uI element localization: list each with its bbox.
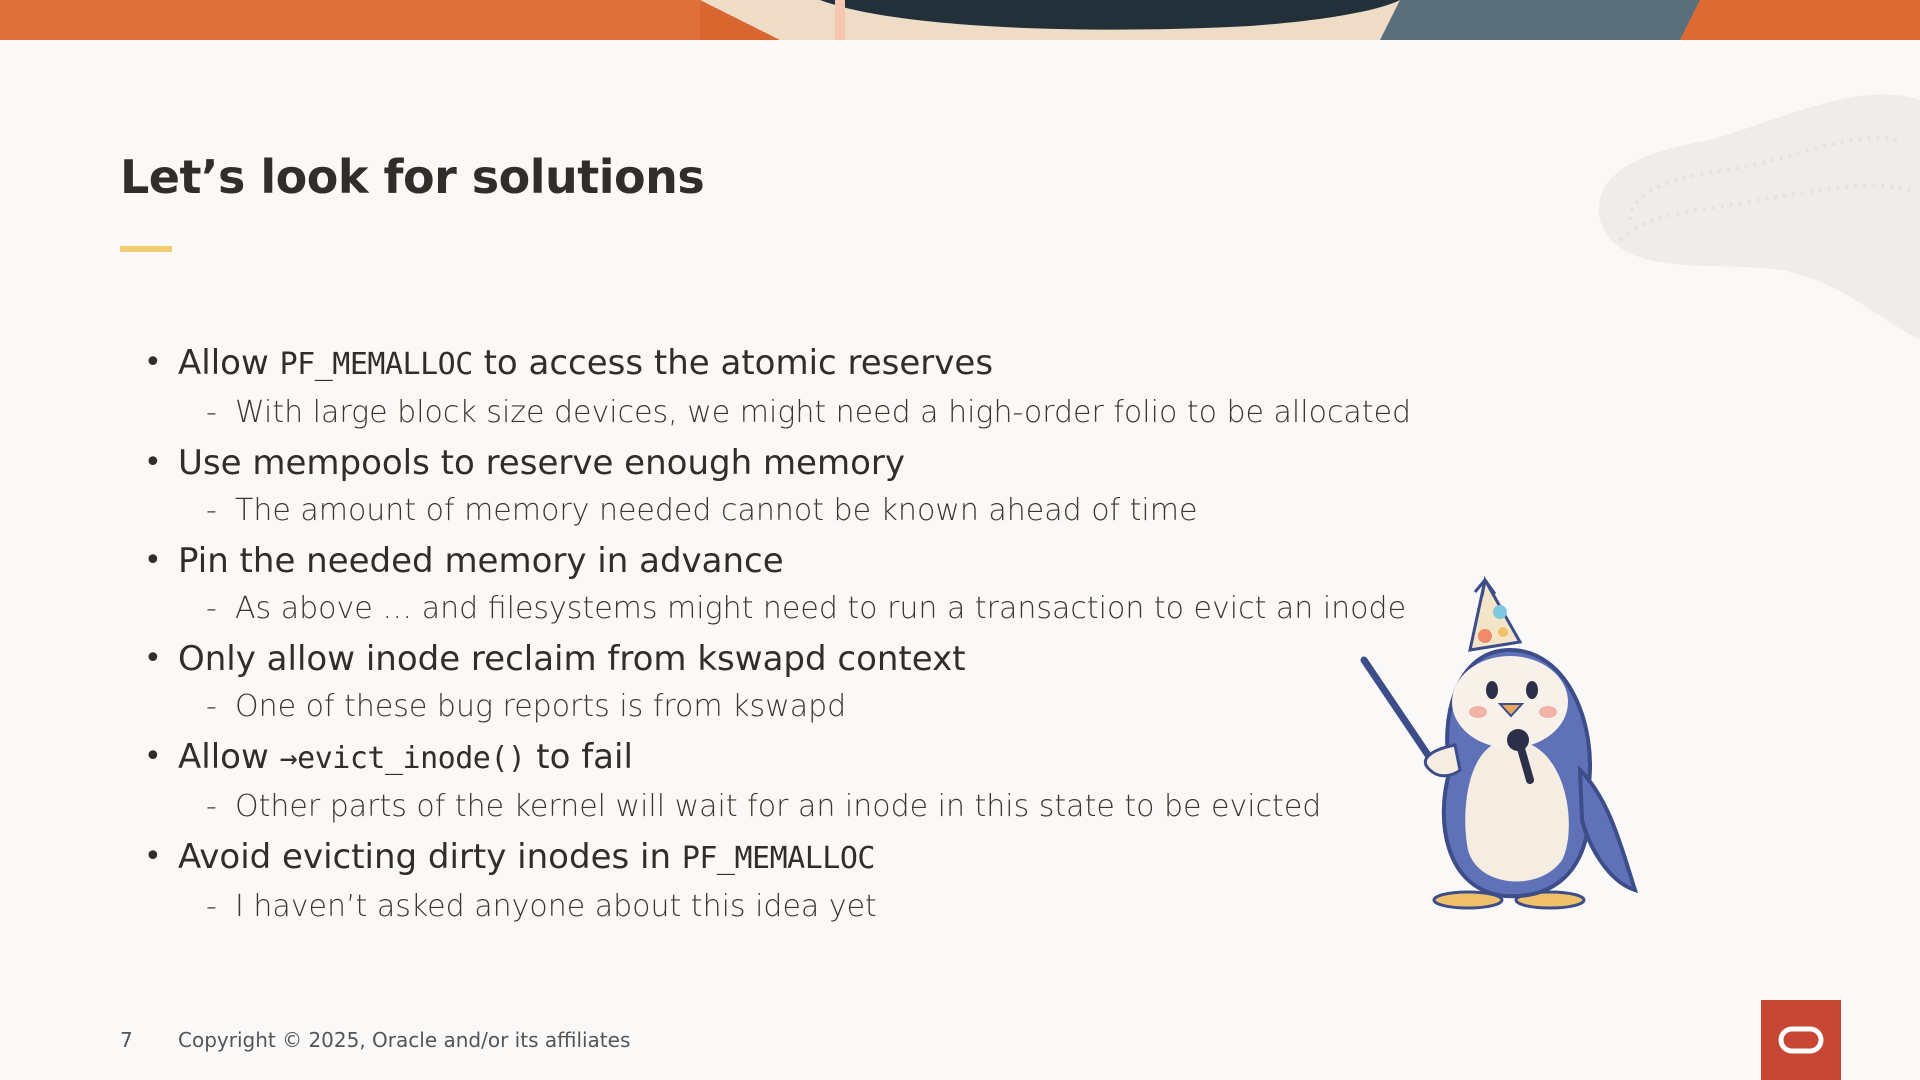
dash-icon: - (206, 689, 217, 724)
page-number: 7 (120, 1028, 133, 1052)
background-texture (1560, 80, 1920, 340)
bullet-dot-icon: • (144, 345, 162, 380)
sub-text: With large block size devices, we might need a high-order folio to be allocated (235, 395, 1412, 430)
bullet-sub (140, 884, 1350, 930)
bullet-sub (140, 784, 1350, 830)
bullet-main (140, 732, 1350, 784)
dash-icon: - (206, 591, 217, 626)
bullet-main (140, 832, 1350, 884)
penguin-illustration (1360, 570, 1650, 910)
sub-text: I haven’t asked anyone about this idea yet (235, 889, 877, 924)
title-accent-bar (120, 246, 172, 252)
bullet-main (140, 438, 1350, 488)
bullet-text: Pin the needed memory in advance (178, 541, 784, 581)
dash-icon: - (206, 395, 217, 430)
bullet-text: Only allow inode reclaim from kswapd context (178, 639, 966, 679)
bullet-dot-icon: • (144, 839, 162, 874)
sub-text: As above … and filesystems might need to run a transaction to evict an inode (235, 591, 1407, 626)
bullet-text: Avoid evicting dirty inodes in (178, 837, 682, 877)
bullet-sub (140, 488, 1350, 534)
bullet-item (140, 732, 1350, 830)
copyright-text: Copyright © 2025, Oracle and/or its affiliates (178, 1028, 631, 1052)
bullet-item (140, 634, 1350, 730)
oracle-logo-icon (1761, 1000, 1841, 1080)
bullet-item (140, 832, 1350, 930)
bullet-sub (140, 586, 1407, 632)
bullet-dot-icon: • (144, 445, 162, 480)
bullet-item (140, 536, 1407, 632)
bullet-main (140, 536, 1350, 586)
pointer-stick-icon (1364, 660, 1430, 758)
sub-text: One of these bug reports is from kswapd (235, 689, 847, 724)
slide-title: Let’s look for solutions (120, 150, 705, 204)
bullet-item (140, 438, 1350, 534)
code-text: PF_MEMALLOC (279, 347, 473, 382)
bullet-text: to fail (525, 737, 633, 777)
code-text: →evict_inode() (279, 741, 526, 776)
bullet-main (140, 338, 1350, 390)
dash-icon: - (206, 493, 217, 528)
top-decorative-banner (0, 0, 1920, 40)
bullet-text: Allow (178, 737, 280, 777)
code-text: PF_MEMALLOC (681, 841, 875, 876)
bullet-sub (140, 684, 1350, 730)
dash-icon: - (206, 789, 217, 824)
bullet-dot-icon: • (144, 641, 162, 676)
bullet-text: Use mempools to reserve enough memory (178, 443, 905, 483)
bullet-text: Allow (178, 343, 280, 383)
sub-text: Other parts of the kernel will wait for an inode in this state to be evicted (235, 789, 1322, 824)
bullet-list (140, 338, 1412, 932)
bullet-main (140, 634, 1350, 684)
bullet-text: to access the atomic reserves (472, 343, 994, 383)
dash-icon: - (206, 889, 217, 924)
bullet-dot-icon: • (144, 739, 162, 774)
bullet-item (140, 338, 1412, 436)
bullet-dot-icon: • (144, 543, 162, 578)
bullet-sub (140, 390, 1412, 436)
sub-text: The amount of memory needed cannot be known ahead of time (235, 493, 1198, 528)
